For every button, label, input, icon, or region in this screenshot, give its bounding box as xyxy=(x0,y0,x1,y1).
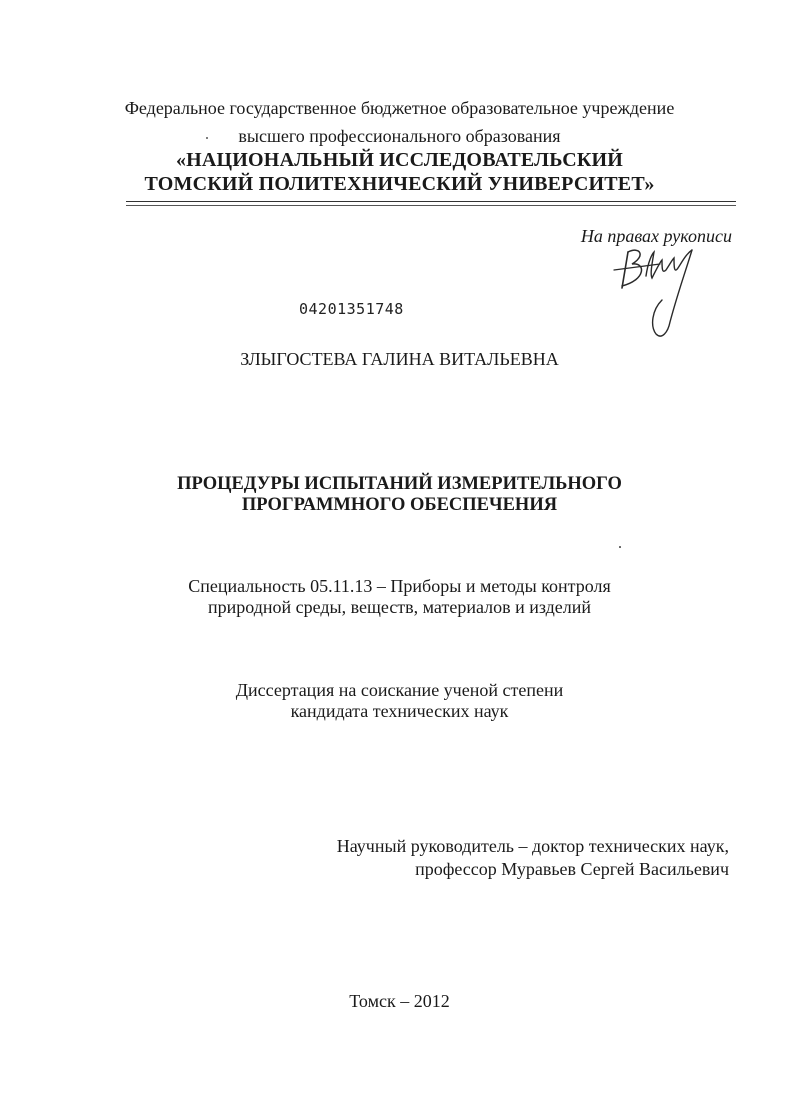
specialty-line-2: природной среды, веществ, материалов и изделий xyxy=(207,597,592,617)
handwritten-signature xyxy=(600,240,720,350)
scan-speck xyxy=(206,137,208,139)
dissertation-title-line-2: ПРОГРАММНОГО ОБЕСПЕЧЕНИЯ xyxy=(241,495,558,515)
author-name: ЗЛЫГОСТЕВА ГАЛИНА ВИТАЛЬЕВНА xyxy=(240,349,559,369)
header-rule-bottom xyxy=(126,205,736,206)
university-name-line-2: ТОМСКИЙ ПОЛИТЕХНИЧЕСКИЙ УНИВЕРСИТЕТ» xyxy=(144,173,655,195)
supervisor-line-1: Научный руководитель – доктор технических наук, xyxy=(336,836,729,856)
degree-line-2: кандидата технических наук xyxy=(290,701,509,721)
registration-number: 04201351748 xyxy=(299,300,404,318)
scan-speck xyxy=(619,546,621,548)
header-rule-top xyxy=(126,201,736,202)
university-name-line-1: «НАЦИОНАЛЬНЫЙ ИССЛЕДОВАТЕЛЬСКИЙ xyxy=(175,149,624,171)
city-year: Томск – 2012 xyxy=(349,991,450,1011)
degree-line-1: Диссертация на соискание ученой степени xyxy=(235,680,564,700)
supervisor-line-2: профессор Муравьев Сергей Васильевич xyxy=(415,859,729,879)
institution-line-1: Федеральное государственное бюджетное образовательное учреждение xyxy=(124,98,675,118)
dissertation-title-line-1: ПРОЦЕДУРЫ ИСПЫТАНИЙ ИЗМЕРИТЕЛЬНОГО xyxy=(177,474,622,494)
manuscript-note: На правах рукописи xyxy=(580,226,732,246)
institution-line-2: высшего профессионального образования xyxy=(238,126,561,146)
specialty-line-1: Специальность 05.11.13 – Приборы и методы контроля xyxy=(188,576,611,596)
